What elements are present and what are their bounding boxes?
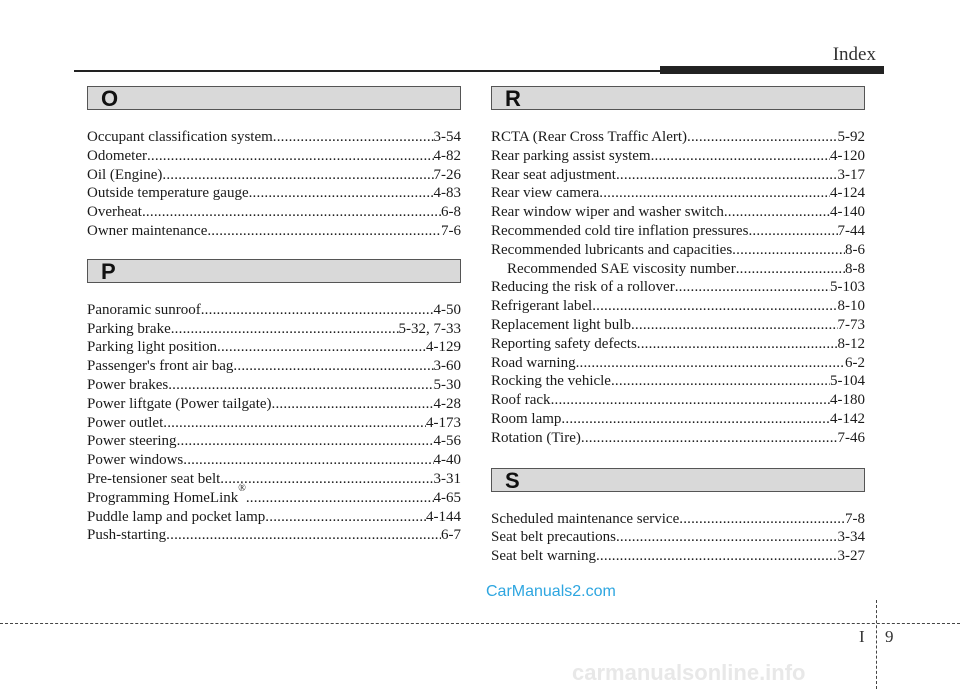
- dot-leader: [163, 414, 426, 433]
- entry-page-ref: 8-12: [837, 335, 865, 352]
- section-letter: P: [101, 258, 116, 284]
- index-entry: [491, 547, 865, 566]
- index-entry: [491, 316, 865, 335]
- dot-leader: [724, 203, 830, 222]
- section-letter: S: [505, 467, 520, 493]
- registered-mark: ®: [238, 482, 246, 494]
- section-p-entries: [87, 301, 461, 545]
- index-entry: [491, 410, 865, 429]
- index-entry: [87, 526, 461, 545]
- entry-page-ref: 4-82: [433, 147, 461, 164]
- entry-name: Power liftgate (Power tailgate): [87, 395, 272, 412]
- section-header-o: [87, 86, 461, 110]
- index-entry: [87, 320, 461, 339]
- entry-name: Occupant classification system: [87, 129, 273, 145]
- index-entry: [491, 184, 865, 203]
- index-entry: [491, 429, 865, 448]
- entry-name: Road warning: [491, 354, 576, 371]
- entry-name: Rear parking assist system: [491, 147, 651, 164]
- entry-name: Panoramic sunroof: [87, 301, 201, 318]
- section-header-r: [491, 86, 865, 110]
- index-entry: [87, 470, 461, 489]
- dot-leader: [233, 357, 433, 376]
- entry-name: Reporting safety defects: [491, 335, 637, 352]
- dot-leader: [596, 547, 838, 566]
- index-entry: [87, 222, 461, 241]
- dot-leader: [207, 222, 441, 241]
- entry-name: Rocking the vehicle: [491, 373, 611, 390]
- entry-page-ref: 7-73: [837, 316, 865, 333]
- entry-name: Odometer: [87, 147, 147, 164]
- entry-page-ref: 4-129: [426, 339, 461, 356]
- entry-page-ref: 6-2: [845, 354, 865, 371]
- entry-name: Power windows: [87, 452, 184, 469]
- section-header-p: [87, 259, 461, 283]
- entry-page-ref: 4-28: [433, 395, 461, 412]
- index-entry: [87, 184, 461, 203]
- entry-name: Puddle lamp and pocket lamp: [87, 508, 266, 525]
- index-entry: [491, 203, 865, 222]
- entry-name: Recommended SAE viscosity number: [507, 260, 736, 277]
- entry-page-ref: 7-44: [837, 222, 865, 239]
- index-entry: [491, 241, 865, 260]
- footer-page-number: 9: [885, 627, 894, 646]
- entry-name: Reducing the risk of a rollover: [491, 279, 675, 296]
- entry-name: Power steering: [87, 433, 177, 450]
- index-column-right: [491, 86, 865, 566]
- index-entry: [491, 260, 865, 279]
- index-entry: [491, 128, 865, 147]
- index-entry: [87, 203, 461, 222]
- entry-page-ref: 4-65: [433, 489, 461, 506]
- entry-page-ref: 8-8: [845, 260, 865, 277]
- index-entry: [491, 166, 865, 185]
- index-entry: [491, 278, 865, 297]
- entry-name: Oil (Engine): [87, 166, 163, 183]
- entry-page-ref: 3-27: [837, 548, 865, 565]
- dot-leader: [551, 391, 830, 410]
- dot-leader: [249, 184, 434, 203]
- index-entry: [491, 372, 865, 391]
- entry-page-ref: 3-31: [433, 470, 461, 487]
- index-entry: [87, 508, 461, 527]
- dot-leader: [272, 395, 434, 414]
- dot-leader: [220, 470, 433, 489]
- entry-page-ref: 5-30: [433, 376, 461, 393]
- entry-page-ref: 4-124: [830, 185, 865, 202]
- dot-leader: [171, 320, 399, 339]
- dot-leader: [637, 335, 838, 354]
- entry-name: Room lamp: [491, 410, 562, 427]
- entry-name: Parking light position: [87, 339, 218, 356]
- dot-leader: [273, 128, 434, 147]
- entry-page-ref: 7-26: [433, 166, 461, 183]
- dot-leader: [616, 528, 838, 547]
- entry-page-ref: 7-6: [441, 222, 461, 239]
- dot-leader: [631, 316, 838, 335]
- index-entry: [87, 147, 461, 166]
- entry-page-ref: 4-50: [433, 301, 461, 318]
- page-header-title: Index: [832, 44, 876, 65]
- entry-page-ref: 4-140: [830, 204, 865, 221]
- entry-page-ref: 3-60: [433, 358, 461, 375]
- dot-leader: [142, 203, 441, 222]
- dot-leader: [679, 510, 845, 529]
- entry-name: Scheduled maintenance service: [491, 510, 680, 527]
- entry-page-ref: 7-8: [845, 510, 865, 527]
- dot-leader: [576, 354, 845, 373]
- dot-leader: [651, 147, 830, 166]
- entry-page-ref: 7-46: [837, 429, 865, 446]
- entry-name: Outside temperature gauge: [87, 185, 249, 202]
- entry-name: Rear window wiper and washer switch: [491, 204, 724, 221]
- entry-page-ref: 5-104: [830, 373, 865, 390]
- section-o-entries: [87, 128, 461, 241]
- section-r-entries: [491, 128, 865, 448]
- index-entry: [87, 128, 461, 147]
- entry-page-ref: 3-54: [433, 129, 461, 145]
- index-entry: [87, 414, 461, 433]
- dot-leader: [201, 301, 434, 320]
- dot-leader: [162, 166, 433, 185]
- entry-page-ref: 5-103: [830, 279, 865, 296]
- entry-page-ref: 8-6: [845, 241, 865, 258]
- entry-page-ref: 6-7: [441, 527, 461, 544]
- dot-leader: [736, 260, 845, 279]
- dot-leader: [217, 338, 426, 357]
- watermark-carmanuals2[interactable]: CarManuals2.com: [486, 583, 616, 600]
- entry-page-ref: 5-92: [837, 129, 865, 145]
- index-entry: [87, 482, 461, 508]
- index-entry: [491, 222, 865, 241]
- entry-page-ref: 3-17: [837, 166, 865, 183]
- entry-page-ref: 5-32, 7-33: [398, 320, 461, 337]
- entry-name: Passenger's front air bag: [87, 358, 234, 375]
- entry-name: Replacement light bulb: [491, 316, 631, 333]
- entry-name: Recommended lubricants and capacities: [491, 241, 733, 258]
- entry-page-ref: 8-10: [837, 298, 865, 315]
- entry-name: Refrigerant label: [491, 298, 593, 315]
- entry-name: RCTA (Rear Cross Traffic Alert): [491, 129, 688, 145]
- dot-leader: [168, 376, 433, 395]
- entry-name: Parking brake: [87, 320, 171, 337]
- index-column-left: [87, 86, 461, 545]
- entry-name: Rear seat adjustment: [491, 166, 616, 183]
- index-entry: [87, 301, 461, 320]
- entry-page-ref: 4-83: [433, 185, 461, 202]
- dot-leader: [147, 147, 434, 166]
- index-entry: [491, 528, 865, 547]
- section-letter: O: [101, 86, 119, 111]
- entry-page-ref: 6-8: [441, 204, 461, 221]
- footer-chapter-letter: I: [859, 627, 865, 646]
- dot-leader: [675, 278, 830, 297]
- entry-name: Pre-tensioner seat belt: [87, 470, 221, 487]
- entry-page-ref: 4-120: [830, 147, 865, 164]
- dot-leader: [687, 128, 837, 147]
- index-entry: [491, 297, 865, 316]
- index-entry: [491, 147, 865, 166]
- entry-page-ref: 4-173: [426, 414, 461, 431]
- dot-leader: [177, 432, 434, 451]
- entry-page-ref: 4-142: [830, 410, 865, 427]
- entry-page-ref: 4-56: [433, 433, 461, 450]
- index-entry: [491, 391, 865, 410]
- dot-leader: [611, 372, 830, 391]
- index-entry: [87, 376, 461, 395]
- index-entry: [491, 335, 865, 354]
- index-entry: [87, 166, 461, 185]
- entry-name: Seat belt warning: [491, 548, 596, 565]
- entry-page-ref: 4-144: [426, 508, 461, 525]
- dot-leader: [246, 489, 434, 508]
- entry-name: Seat belt precautions: [491, 529, 616, 546]
- index-entry: [87, 357, 461, 376]
- entry-name: Overheat: [87, 204, 142, 221]
- section-letter: R: [505, 86, 521, 111]
- dot-leader: [265, 508, 426, 527]
- footer-divider: [876, 600, 877, 689]
- index-entry: [87, 432, 461, 451]
- footer-rule: [0, 623, 960, 624]
- dot-leader: [581, 429, 838, 448]
- entry-name: Push-starting: [87, 527, 167, 544]
- section-s-entries: [491, 510, 865, 566]
- index-entry: [87, 395, 461, 414]
- index-entry: [87, 451, 461, 470]
- entry-name: Rear view camera: [491, 185, 600, 202]
- dot-leader: [748, 222, 837, 241]
- dot-leader: [599, 184, 830, 203]
- watermark-carmanualsonline[interactable]: carmanualsonline.info: [572, 660, 806, 685]
- entry-page-ref: 4-40: [433, 452, 461, 469]
- entry-name: Power brakes: [87, 376, 169, 393]
- dot-leader: [732, 241, 845, 260]
- index-entry: [87, 338, 461, 357]
- dot-leader: [592, 297, 837, 316]
- dot-leader: [183, 451, 433, 470]
- index-entry: [491, 354, 865, 373]
- entry-name: Rotation (Tire): [491, 429, 581, 446]
- index-entry: [491, 510, 865, 529]
- header-bar: [660, 66, 884, 74]
- entry-name: Recommended cold tire inflation pressures: [491, 222, 749, 239]
- dot-leader: [616, 166, 838, 185]
- entry-name: Programming HomeLink: [87, 489, 239, 506]
- section-header-s: [491, 468, 865, 492]
- entry-name: Power outlet: [87, 414, 164, 431]
- entry-name: Owner maintenance: [87, 222, 208, 239]
- entry-page-ref: 4-180: [830, 392, 865, 409]
- entry-name: Roof rack: [491, 392, 551, 409]
- entry-page-ref: 3-34: [837, 529, 865, 546]
- dot-leader: [166, 526, 441, 545]
- dot-leader: [561, 410, 830, 429]
